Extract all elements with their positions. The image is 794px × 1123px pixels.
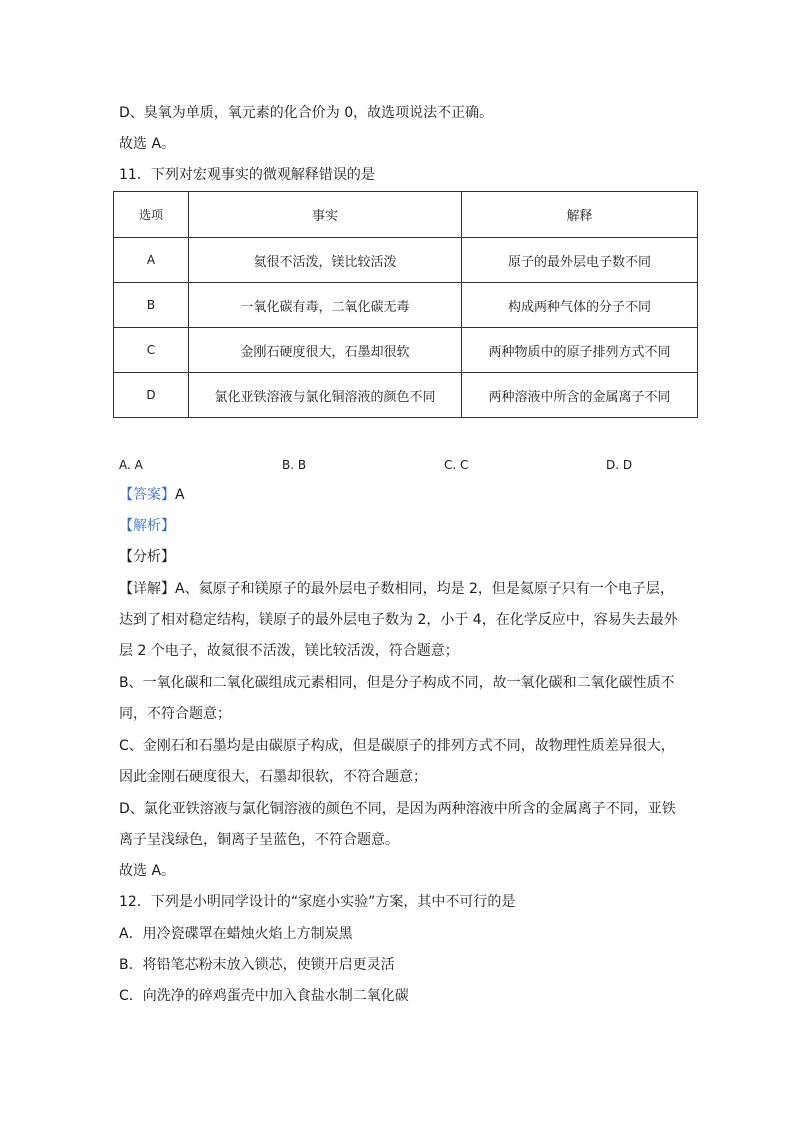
detail-line: 离子呈浅绿色，铜离子呈蓝色，不符合题意。	[119, 832, 399, 848]
answer-line	[119, 485, 185, 505]
table-cell: D	[114, 373, 189, 418]
question-12-choice: B．将铅笔芯粉末放入锁芯，使锁开启更灵活	[119, 957, 395, 973]
fenxi-label: 【分析】	[119, 549, 175, 565]
detail-line: 层 2 个电子，故氦很不活泼，镁比较活泼，符合题意；	[119, 643, 459, 659]
table-header-cell: 解释	[462, 192, 698, 238]
table-cell: 两种物质中的原子排列方式不同	[462, 328, 698, 373]
table-cell: B	[114, 283, 189, 328]
table-header-row	[114, 192, 698, 238]
table-cell: 构成两种气体的分子不同	[462, 283, 698, 328]
table-header-cell: 事实	[189, 192, 462, 238]
table-cell: 金刚石硬度很大，石墨却很软	[189, 328, 462, 373]
detail-line: C、金刚石和石墨均是由碳原子构成，但是碳原子的排列方式不同，故物理性质差异很大，	[119, 738, 675, 754]
answer-value: A	[175, 487, 185, 503]
detail-conclusion: 故选 A。	[119, 863, 176, 879]
question-11-stem: 11．下列对宏观事实的微观解释错误的是	[119, 167, 375, 183]
detail-line: B、一氧化碳和二氧化碳组成元素相同，但是分子构成不同，故一氧化碳和二氧化碳性质不	[119, 675, 675, 691]
answer-label: 【答案】	[119, 487, 175, 503]
question-12-choice: A．用冷瓷碟罩在蜡烛火焰上方制炭黑	[119, 926, 353, 942]
table-row	[114, 283, 698, 328]
table-cell: 原子的最外层电子数不同	[462, 238, 698, 283]
option-b: B. B	[282, 458, 307, 472]
prev-conclusion: 故选 A。	[119, 136, 176, 152]
table-cell: 氦很不活泼，镁比较活泼	[189, 238, 462, 283]
table-row	[114, 373, 698, 418]
detail-label: 【详解】	[119, 581, 175, 597]
question-12-stem: 12．下列是小明同学设计的“家庭小实验”方案，其中不可行的是	[119, 894, 516, 910]
analysis-label: 【解析】	[119, 518, 175, 534]
question-11-table	[113, 191, 698, 418]
table-cell: 两种溶液中所含的金属离子不同	[462, 373, 698, 418]
detail-line	[119, 579, 674, 599]
question-12-choice: C．向洗净的碎鸡蛋壳中加入食盐水制二氧化碳	[119, 988, 409, 1004]
table-cell: 一氧化碳有毒，二氧化碳无毒	[189, 283, 462, 328]
prev-answer-d: D、臭氧为单质，氧元素的化合价为 0，故选项说法不正确。	[119, 105, 494, 121]
detail-line: D、氯化亚铁溶液与氯化铜溶液的颜色不同，是因为两种溶液中所含的金属离子不同，亚铁	[119, 801, 676, 817]
table-row	[114, 328, 698, 373]
detail-line: 因此金刚石硬度很大，石墨却很软，不符合题意；	[119, 769, 427, 785]
table-cell: 氯化亚铁溶液与氯化铜溶液的颜色不同	[189, 373, 462, 418]
detail-text: A、氦原子和镁原子的最外层电子数相同，均是 2，但是氦原子只有一个电子层，	[175, 581, 674, 597]
option-c: C. C	[444, 458, 469, 472]
table-cell: C	[114, 328, 189, 373]
table-cell: A	[114, 238, 189, 283]
detail-line: 同，不符合题意；	[119, 706, 231, 722]
option-a: A. A	[119, 458, 143, 472]
option-d: D. D	[606, 458, 633, 472]
table-header-cell: 选项	[114, 192, 189, 238]
detail-line: 达到了相对稳定结构，镁原子的最外层电子数为 2，小于 4，在化学反应中，容易失去最外	[119, 612, 678, 628]
table-row	[114, 238, 698, 283]
